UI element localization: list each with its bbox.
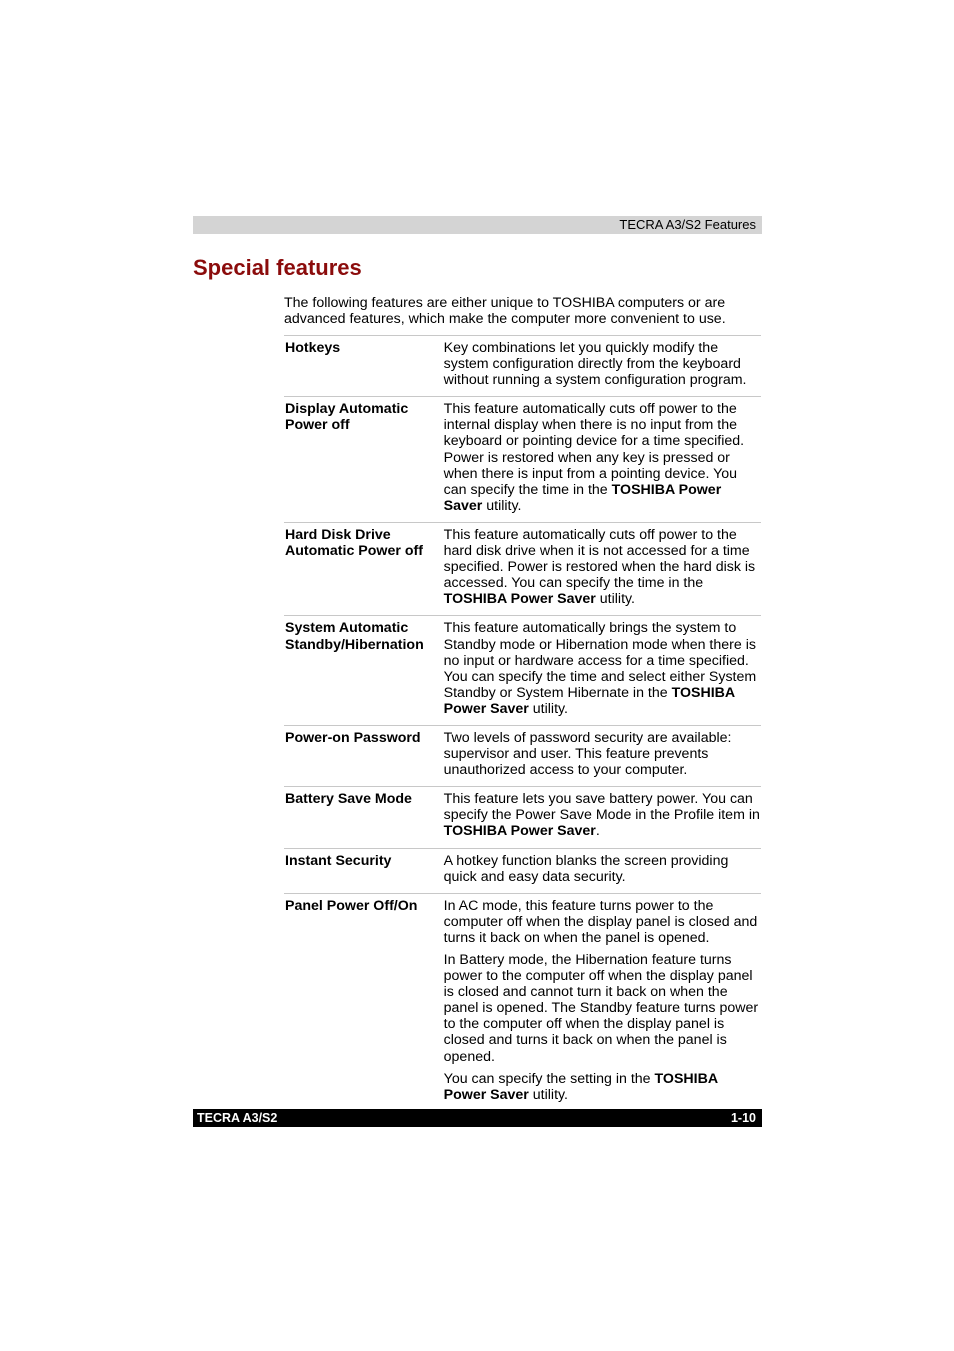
- table-row: [284, 397, 761, 523]
- description-text: A hotkey function blanks the screen providing quick and easy data security.: [443, 852, 729, 885]
- product-name-emphasis: TOSHIBA Power Saver: [443, 823, 596, 840]
- description-text: Key combinations let you quickly modify the system configuration directly from the keyboard without running a system configuration program.: [443, 340, 747, 389]
- description-text: This feature lets you save battery power. You can specify the Power Save Mode in the Profile item in: [443, 791, 760, 824]
- feature-description: [444, 725, 761, 786]
- page-number: 1-10: [730, 1111, 756, 1125]
- description-paragraph: [444, 853, 761, 885]
- feature-name: Power-on Password: [284, 725, 444, 786]
- page-footer: [193, 1109, 762, 1127]
- description-text: Two levels of password security are available: supervisor and user. This feature prevents unauthorized access to your computer.: [443, 729, 732, 779]
- table-row: [284, 848, 761, 893]
- features-table: [284, 335, 761, 1112]
- feature-description: [444, 787, 761, 848]
- feature-description: [444, 893, 761, 1111]
- description-text: This feature automatically brings the system to Standby mode or Hibernation mode when there is no input or hardware access for a time specified. You can specify the time and select either System Standby or System Hibernate in the: [443, 620, 757, 701]
- description-paragraph: [444, 620, 761, 717]
- product-name-emphasis: TOSHIBA Power Saver: [443, 1070, 718, 1103]
- intro-paragraph: The following features are either unique to TOSHIBA computers or are advanced features, which make the computer more convenient to use.: [284, 295, 726, 328]
- feature-name: Hard Disk Drive Automatic Power off: [284, 522, 444, 615]
- description-paragraph: [444, 791, 761, 839]
- feature-description: [444, 848, 761, 893]
- table-row: [284, 522, 761, 615]
- table-row: [284, 336, 761, 397]
- description-text: This feature automatically cuts off power to the hard disk drive when it is not accessed for a time specified. Power is restored when the hard disk is accessed. You can specify the time in the: [443, 526, 756, 592]
- product-name-emphasis: TOSHIBA Power Saver: [443, 591, 596, 608]
- feature-description: [444, 616, 761, 726]
- description-text: You can specify the setting in the: [443, 1070, 655, 1087]
- description-text: This feature automatically cuts off power to the internal display when there is no input from the keyboard or pointing device for a time specified. Power is restored when any key is pressed or when there is input from a pointing device. You can specify the time in the: [443, 401, 745, 498]
- table-row: [284, 725, 761, 786]
- description-text: In Battery mode, the Hibernation feature turns power to the computer off when the display panel is closed and cannot turn it back on when the panel is opened. The Standby feature turns power to the computer off when the display panel is closed and turns it back on when the panel is opened.: [443, 952, 759, 1065]
- description-text: utility.: [528, 700, 568, 717]
- feature-name: Panel Power Off/On: [284, 893, 444, 1111]
- description-paragraph: [444, 730, 761, 778]
- feature-name: Display Automatic Power off: [284, 397, 444, 523]
- product-name-emphasis: TOSHIBA Power Saver: [443, 481, 722, 514]
- features-table-body: [284, 336, 761, 1112]
- description-text: utility.: [528, 1086, 568, 1103]
- feature-name: Instant Security: [284, 848, 444, 893]
- feature-name: Hotkeys: [284, 336, 444, 397]
- feature-description: [444, 397, 761, 523]
- table-row: [284, 787, 761, 848]
- description-paragraph: [444, 952, 761, 1065]
- description-paragraph: [444, 1071, 761, 1103]
- feature-name: System Automatic Standby/Hibernation: [284, 616, 444, 726]
- description-paragraph: [444, 340, 761, 388]
- running-header: [193, 216, 762, 234]
- description-paragraph: [444, 898, 761, 946]
- description-paragraph: [444, 401, 761, 514]
- running-header-text: TECRA A3/S2 Features: [619, 217, 756, 232]
- table-row: [284, 893, 761, 1111]
- description-text: utility.: [595, 591, 635, 608]
- footer-product-name: TECRA A3/S2: [197, 1111, 278, 1125]
- feature-description: [444, 522, 761, 615]
- feature-description: [444, 336, 761, 397]
- table-row: [284, 616, 761, 726]
- description-text: utility.: [482, 497, 522, 514]
- description-paragraph: [444, 527, 761, 607]
- page-title: Special features: [193, 255, 362, 280]
- description-text: .: [595, 823, 600, 840]
- feature-name: Battery Save Mode: [284, 787, 444, 848]
- description-text: In AC mode, this feature turns power to the computer off when the display panel is closed and turns it back on when the panel is opened.: [443, 897, 758, 946]
- product-name-emphasis: TOSHIBA Power Saver: [443, 684, 735, 717]
